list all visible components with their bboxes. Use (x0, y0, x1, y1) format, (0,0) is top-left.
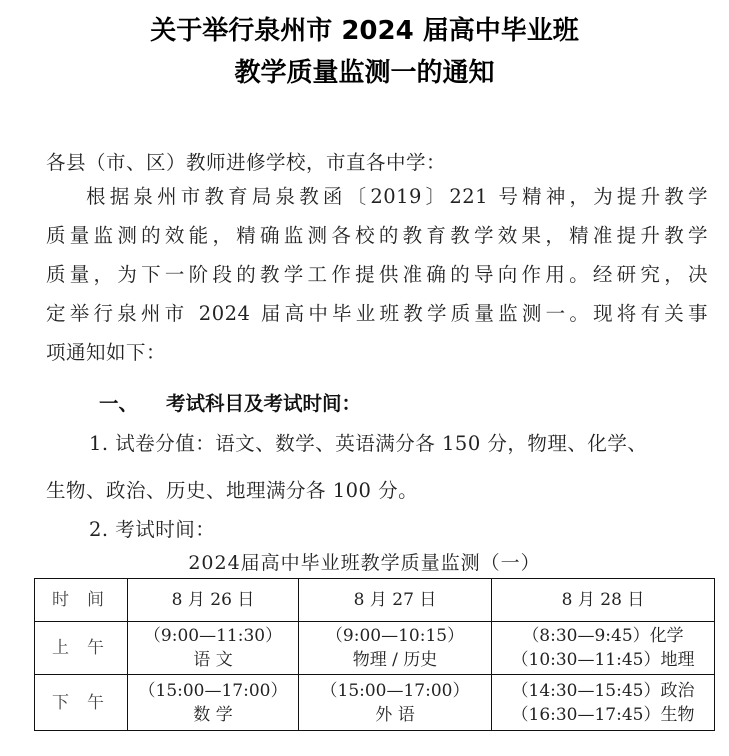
schedule-cell (128, 675, 299, 731)
row-label-morning: 上午 (35, 622, 128, 675)
schedule-cell (128, 622, 299, 675)
table-caption: 2024届高中毕业班教学质量监测（一） (188, 552, 541, 574)
cell-time: （9:00—10:15） (325, 626, 465, 646)
header-day: 8 月 26 日 (128, 579, 299, 622)
cell-session: （10:30—11:45）地理 (511, 650, 695, 670)
item-1-line2: 生物、政治、历史、地理满分各 100 分。 (46, 479, 419, 502)
item-2: 2. 考试时间： (89, 518, 216, 541)
header-day: 8 月 27 日 (299, 579, 492, 622)
cell-time: （15:00—17:00） (320, 680, 470, 701)
header-time-label: 时间 (35, 579, 128, 622)
paragraph-line: 项通知如下： (46, 341, 167, 364)
schedule-cell (492, 675, 715, 731)
salutation: 各县（市、区）教师进修学校，市直各中学： (46, 151, 447, 174)
row-label-afternoon: 下午 (35, 675, 128, 731)
cell-subject: 数 学 (193, 704, 233, 725)
exam-schedule-table (34, 578, 715, 731)
cell-subject: 语 文 (193, 650, 233, 670)
item-1-line1: 1. 试卷分值：语文、数学、英语满分各 150 分，物理、化学、 (89, 432, 648, 455)
paragraph-line: 根据泉州市教育局泉教函〔2019〕221 号精神，为提升教学 (86, 185, 708, 208)
table-row-morning (35, 622, 715, 675)
paragraph-intro (46, 177, 708, 372)
schedule-cell (299, 675, 492, 731)
cell-time: （9:00—11:30） (143, 626, 283, 646)
cell-subject: 外 语 (375, 704, 415, 725)
cell-session: （14:30—15:45）政治 (511, 680, 695, 701)
schedule-cell (492, 622, 715, 675)
section-number: 一、 (99, 392, 139, 415)
cell-subject: 物理 / 历史 (352, 650, 438, 670)
table-row-afternoon (35, 675, 715, 731)
cell-time: （15:00—17:00） (138, 680, 288, 701)
schedule-cell (299, 622, 492, 675)
cell-session: （16:30—17:45）生物 (511, 704, 695, 725)
cell-session: （8:30—9:45）化学 (522, 626, 684, 646)
section-title: 考试科目及考试时间： (166, 392, 362, 415)
paragraph-line: 质量，为下一阶段的教学工作提供准确的导向作用。经研究，决 (46, 263, 708, 286)
header-day: 8 月 28 日 (492, 579, 715, 622)
document-title-line1: 关于举行泉州市 2024 届高中毕业班 (150, 16, 579, 46)
section-heading (99, 388, 361, 416)
table-header-row (35, 579, 715, 622)
paragraph-line: 定举行泉州市 2024 届高中毕业班教学质量监测一。现将有关事 (46, 302, 708, 325)
document-title-line2: 教学质量监测一的通知 (234, 58, 495, 88)
paragraph-line: 质量监测的效能，精确监测各校的教育教学效果，精准提升教学 (46, 224, 708, 247)
